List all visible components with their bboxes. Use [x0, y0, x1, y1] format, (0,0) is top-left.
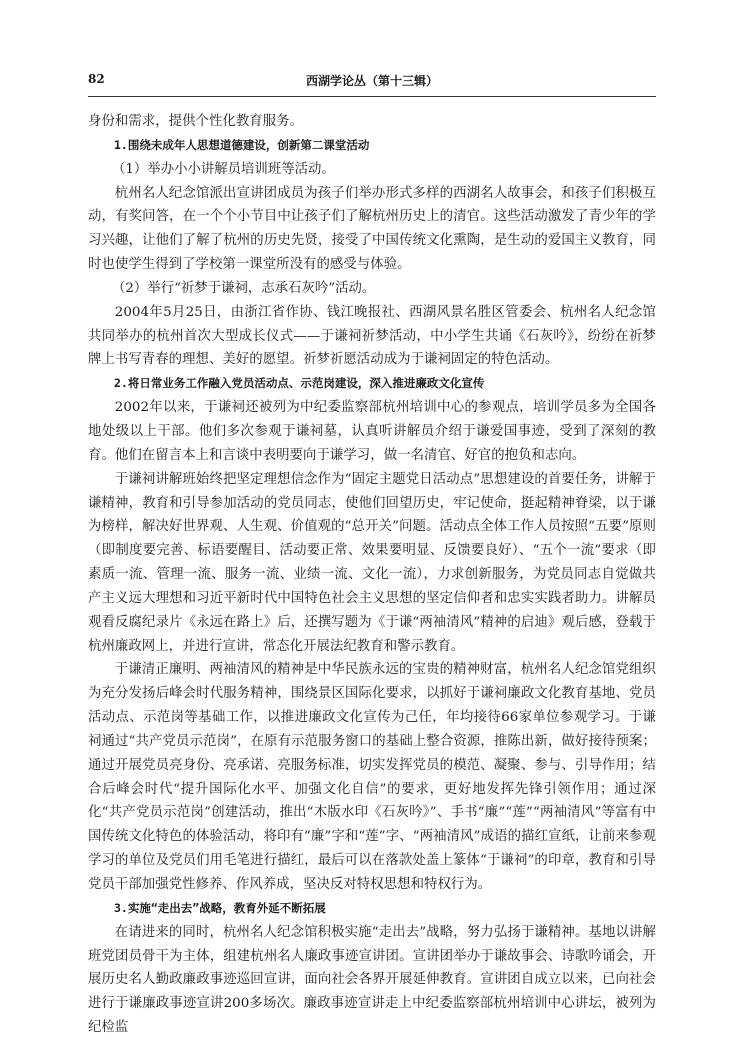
paragraph: 2004年5月25日，由浙江省作协、钱江晚报社、西湖风景名胜区管委会、杭州名人纪念馆共同举办的杭州首次大型成长仪式——于谦祠祈梦活动，中小学生共诵《石灰吟》，纷纷在祈梦牌上书写青春的理想、美好的愿望。祈梦祈愿活动成为于谦祠固定的特色活动。: [88, 304, 656, 368]
paragraph: 于谦清正廉明、两袖清风的精神是中华民族永远的宝贵的精神财富，杭州名人纪念馆党组织为充分发扬后峰会时代服务精神，围绕景区国际化要求，以抓好于谦祠廉政文化教育基地、党员活动点、示范岗等基础工作，以推进廉政文化宣传为己任，年均接待66家单位参观学习。于谦祠通过“共产党员示范岗”，在原有示范服务窗口的基础上整合资源，推陈出新，做好接待预案；通过开展党员亮身份、亮承诺、亮服务标准，切实发挥党员的模范、凝聚、参与、引导作用；结合后峰会时代“提升国际化水平、加强文化自信”的要求，更好地发挥先锋引领作用；通过深化“共产党员示范岗”创建活动，推出“木版水印《石灰吟》”、手书“廉”“莲”“两袖清风”等富有中国传统文化特色的体验活动，将印有“廉”字和“莲”字、“两袖清风”成语的描红宣纸，让前来参观学习的单位及党员们用毛笔进行描红，最后可以在落款处盖上篆体“于谦祠”的印章，教育和引导党员干部加强党性修养、作风养成，坚决反对特权思想和特权行为。: [88, 662, 656, 892]
section-heading: 3.实施“走出去”战略，教育外延不断拓展: [114, 900, 326, 915]
subheading: （1）举办小小讲解员培训班等活动。: [112, 161, 335, 177]
paragraph: 杭州名人纪念馆派出宣讲团成员为孩子们举办形式多样的西湖名人故事会，和孩子们积极互动，有奖问答，在一个个小节目中让孩子们了解杭州历史上的清官。这些活动激发了青少年的学习兴趣，让他们了解了杭州的历史先贤，接受了中国传统文化熏陶，是生动的爱国主义教育，同时也使学生得到了学校第一课堂所没有的感受与体验。: [88, 185, 656, 273]
page-header: [88, 72, 656, 96]
page-number: 82: [88, 72, 105, 86]
paragraph: 身份和需求，提供个性化教育服务。: [88, 114, 304, 129]
running-title: 西湖学论丛（第十三辑）: [305, 74, 438, 88]
section-heading: 1.围绕未成年人思想道德建设，创新第二课堂活动: [114, 137, 370, 152]
paragraph: 在请进来的同时，杭州名人纪念馆积极实施“走出去”战略，努力弘扬于谦精神。基地以讲解班党团员骨干为主体，组建杭州名人廉政事迹宣讲团。宣讲团举办于谦故事会、诗歌吟诵会，开展历史名人勤政廉政事迹巡回宣讲，面向社会各界开展延伸教育。宣讲团自成立以来，已向社会进行于谦廉政事迹宣讲200多场次。廉政事迹宣讲走上中纪委监察部杭州培训中心讲坛，被列为纪检监: [88, 924, 656, 1036]
section-heading: 2.将日常业务工作融入党员活动点、示范岗建设，深入推进廉政文化宣传: [114, 376, 485, 391]
paragraph: 2002年以来，于谦祠还被列为中纪委监察部杭州培训中心的参观点，培训学员多为全国各地处级以上干部。他们多次参观于谦祠墓，认真听讲解员介绍于谦爱国事迹，受到了深刻的教育。他们在留言本上和言谈中表明要向于谦学习，做一名清官、好官的抱负和志向。: [88, 400, 656, 463]
subheading: （2）举行“祈梦于谦祠，志承石灰吟”活动。: [112, 280, 376, 296]
paragraph: 于谦祠讲解班始终把坚定理想信念作为“固定主题党日活动点”思想建设的首要任务，讲解于谦精神，教育和引导参加活动的党员同志，使他们回望历史，牢记使命，挺起精神脊梁，以于谦为榜样，解决好世界观、人生观、价值观的“总开关”问题。活动点全体工作人员按照“五要”原则（即制度要完善、标语要醒目、活动要正常、效果要明显、反馈要良好）、“五个一流”要求（即素质一流、管理一流、服务一流、业绩一流、文化一流），力求创新服务，为党员同志自觉做共产主义远大理想和习近平新时代中国特色社会主义思想的坚定信仰者和忠实实践者助力。讲解员观看反腐纪录片《永远在路上》后，还撰写题为《于谦“两袖清风”精神的启迪》观后感，登载于杭州廉政网上，并进行宣讲，常态化开展法纪教育和警示教育。: [88, 471, 656, 654]
header-rule: [88, 96, 656, 97]
body-text: [88, 110, 656, 1040]
